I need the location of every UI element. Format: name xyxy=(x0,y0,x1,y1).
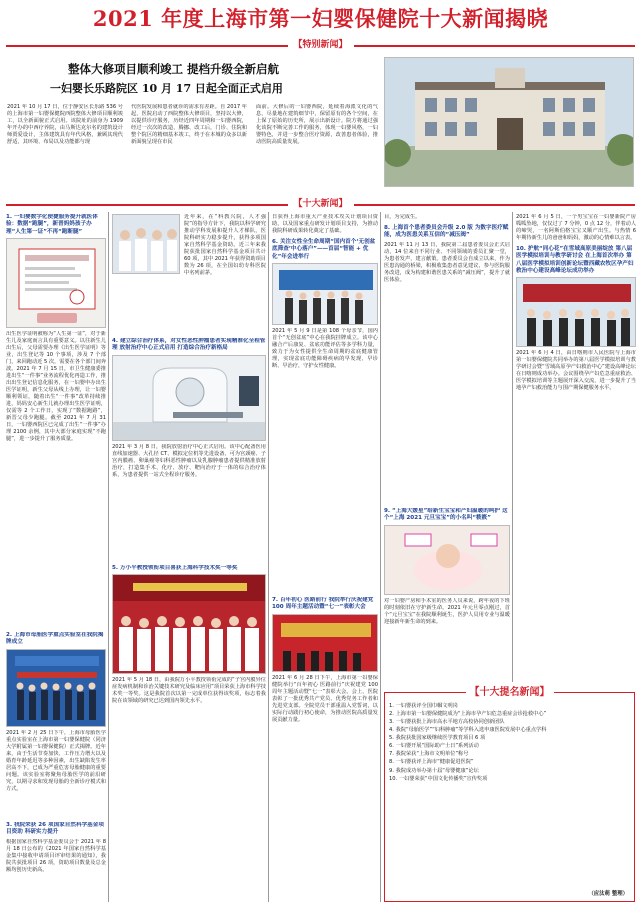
news-7-title: 7. 百年初心 医路前行 我院举行庆祝建党 100 周年主题活动暨“七一”表彰大会 xyxy=(272,597,374,611)
nomination-item: 2. 上海市第一妇婴保健院成为“上海市孕产妇危急重症会诊抢救中心” xyxy=(389,711,547,718)
nominations-list xyxy=(389,702,630,783)
page-title: 2021 年度上海市第一妇婴保健院十大新闻揭晓 xyxy=(92,6,549,31)
research-team-photo xyxy=(112,214,180,274)
nomination-item: 7. 我院荣获“上海市文明单位”称号 xyxy=(389,751,469,758)
lab-unveiling-illustration xyxy=(7,650,106,727)
news-10 xyxy=(516,214,636,682)
news-10-intro: 2021 年 6 月 5 日，一个男宝宝在一妇婴新院产房呱呱坠地，仅仅过了 7 分钟，0 点 12 分，伴着动人的啼哭，一名阿斯伯格宝宝又顺产出生。与热情 6 年期待新生儿的爸爸和妈妈，激动的心情难以言表。 xyxy=(516,214,636,242)
news-5-body: 2021 年 5 月 18 日，由我院万小平教授领衔完成的“子宫内膜异位症发病机制和诊治关键技术研究及临床应用”项目荣获上海市科学技术奖一等奖。这是我院首次以第一完成单位获得该奖项，标志着我院在该领域的研究已达到国内领先水平。 xyxy=(112,677,266,705)
award-photo xyxy=(112,574,266,674)
news-3-continued xyxy=(112,214,266,334)
pelvic-floor-center-photo xyxy=(272,263,378,325)
award-ceremony-illustration xyxy=(113,575,266,674)
special-col-3: 面前。大修后的一妇婴西院，延续着海派文化的气息，尽量地在建筑细节中，保留原有的各个空间，在上保了原始的历史所，展示出新设计。院方将通过强化该院不断完善工作的服务，体现一妇婴风格，一妇婴特色，并进一步整合医疗资源，改善患者体验，推动医院高质量发展。 xyxy=(256,104,378,146)
news-10-body: 2021 年 6 月 4 日，由日喀则市人民医院与上海市第一妇婴保健院共同举办的第八届医学模拟培训与教学研讨会暨“雪域高原孕产妇救治中心”建设高峰论坛在日喀则成功举办。会议围绕孕产妇危急重症救治、医学模拟培训等主题展开深入交流，进一步提升了当地孕产妇救治能力与围产期保健服务水平。 xyxy=(516,350,636,392)
column-divider xyxy=(108,212,109,902)
news-2-title: 2. 上海市母胎医学重点实验室在我院揭牌成立 xyxy=(6,632,104,646)
special-col-2: 代医院发展和患者就诊的需求有差距。自 2017 年起，医院启动了西院整体大修项目，坚持以大修，以提供诊疗服务，历经近四年周期和一妇婴西院，经过一次次的改造，腾挪、改工后，门诊、住院和整个院区的精细基本竣工，终于在本城的众多以新新面貌呈现在市民 xyxy=(131,104,247,146)
news-6-title: 6. 关注女性全生命周期“国内首个‘无创盆底筛查’中心落户”——首届“智能 + 优化”年会进举行 xyxy=(272,239,376,260)
news-10-title: 10. 护航“同心花”在雪域高原美丽绽放 第八届医学模拟培训与教学研讨会 在上海首次举办 第八届医学模拟培训创新论坛暨西藏农牧区孕产妇救治中心建设高峰论坛成功举办 xyxy=(516,246,634,274)
news-9 xyxy=(384,508,510,682)
ten-news-ribbon xyxy=(6,198,635,211)
special-headline-1: 整体大修项目顺利竣工 提档升级全新启航 xyxy=(68,62,280,76)
news-1-title: 1. 一妇婴数字化便捷服务提升就医体验：数据“跑腿”，新晋妈妈孩子办理“人生第一证”不再“跑断腿” xyxy=(6,214,98,235)
news-3-body: 根据国家自然科学基金委员会于 2021 年 8 月 18 日公布的《2021 年国家自然科学基金集中接收申请项目评审结果的通知》，我院共获批项目 26 项，资助项目数量及总金额均创历史新高。 xyxy=(6,838,106,873)
nomination-item: 6. 一妇婴开展“国际助产士日”系列活动 xyxy=(389,743,479,750)
party-anniversary-illustration xyxy=(273,615,378,672)
nomination-item: 1. 一妇婴获评全国巾帼文明岗 xyxy=(389,703,458,709)
nomination-item: 8. 一妇婴获评上海市“健康促进医院” xyxy=(389,759,474,766)
news-8-body: 2021 年 11 月 13 日，我院第二届患者委员会正式启动，14 位来自不同行业、不同领域的委员汇聚一堂，为患者发声，建言献策。患者委员会自成立以来，作为医患沟通的桥梁，积极收集患者意见建议，参与医院服务改进，成为构建和谐医患关系的“减压阀”，提升了就医体验。 xyxy=(384,241,510,283)
news-5 xyxy=(112,565,266,902)
news-3 xyxy=(6,822,106,902)
new-year-baby-photo xyxy=(384,525,510,595)
news-2-body: 2021 年 2 月 25 日下午，上海市母胎医学重点实验室在上海市第一妇婴保健院（同济大学附属第一妇婴保健院）正式揭牌。近年来，由于生活节奏加快、工作压力增大以及婚育年龄延迟等多种因素，出生缺陷发生率居高不下，已成为严重危害母胎健康的重要问题。该实验室将聚焦母胎医学的前沿研究，以期寻求和发现母胎的全新诊疗模式和方式。 xyxy=(6,729,106,792)
news-8 xyxy=(384,214,510,506)
news-7 xyxy=(272,597,378,902)
nominations-box xyxy=(384,687,635,902)
special-col-1: 2021 年 10 月 17 日，位于静安区长乐路 536 号的上海市第一妇婴保健院西院整体大修项目顺利竣工，以全新面貌正式启用。该院址的前身为 1909 年开办的中西疗养院，由马斯达克尔名的建筑设计师贾爱设计，主体建筑具有年代风格，兼顾其现代舒适，其环境、布局以及功能都与现 xyxy=(7,104,123,146)
special-headline-2: 一妇婴长乐路院区 10 月 17 日起全面正式启用 xyxy=(50,82,283,95)
news-5-title: 5. 万小平教授领衔项目喜获上海科学技术奖一等奖 xyxy=(112,565,238,571)
plateau-forum-photo xyxy=(516,277,636,347)
birth-certificate-illustration xyxy=(7,239,106,328)
party-event-photo xyxy=(272,614,378,672)
hospital-building-photo xyxy=(384,57,634,187)
news-6-intro: 日获得上海市重大产业技术攻关计划项目资助，以及国家重点研发计划项目支持，为推动我院科研成果转化奠定了基础。 xyxy=(272,214,378,235)
nomination-item: 4. 我院“母胎医学”“妇科肿瘤”等学科入选申康医院发展中心重点学科 xyxy=(389,727,547,734)
research-team-illustration xyxy=(113,215,180,274)
news-4-intro: 近年来，在“科教兴院，人才强院”的指导方针下，我院以科学研究推动学科发展和提升人才梯队，医院科研实力稳步提升，获得多项国家自然科学基金资助。近三年来我院获批国家自然科学基金项目共计 60 项，其中 2021 年获得资助项目数为 26 项，在全国妇幼专科医院中名列前茅。 xyxy=(184,214,266,277)
nomination-item: 10. 一妇婴荣获“中国文化传播奖”宣传奖项 xyxy=(389,775,488,782)
news-7-body: 2021 年 6 月 28 日下午，上海市第一妇婴保健院举行“百年初心 医路前行”庆祝建党 100 周年主题活动暨“七一”表彰大会。会上，医院表彰了一批优秀共产党员、优秀党务工作者和先进党支部。全院党员干部重温入党誓词，以实际行动践行初心使命，为推动医院高质量发展贡献力量。 xyxy=(272,674,378,723)
news-9-title: 9. “上海大媛星”给新生宝宝和产妇温暖的呵护 这个“上海 2021 元旦宝宝”的小名叫“筱筱” xyxy=(384,508,508,522)
nomination-item: 9. 我院成功举办第十届“母婴健康”论坛 xyxy=(389,767,479,774)
building-illustration xyxy=(385,58,634,187)
news-8-title: 8. 上海首个患者委员会升级 2.0 版 为数字医疗赋能，成为医患关系互信的“减压阀” xyxy=(384,225,509,239)
special-news-label: 【特别新闻】 xyxy=(287,39,353,51)
news-4-body: 2021 年 3 月 8 日，我院放射治疗中心正式启用。该中心配备医用直线加速器、大孔径 CT、模拟定位机等先进设备，可为宫颈癌、子宫内膜癌、卵巢癌等妇科恶性肿瘤以及乳腺肿瘤患者提供精准放射治疗，打造集手术、化疗、放疗、靶向治疗于一体的综合治疗体系，为患者提供一站式全程诊疗服务。 xyxy=(112,443,266,478)
news-1-photo xyxy=(6,238,106,328)
newborn-illustration xyxy=(385,526,510,595)
column-divider xyxy=(268,212,269,902)
news-8-intro: 目，为完成生。 xyxy=(384,214,421,220)
news-2 xyxy=(6,632,106,816)
center-opening-illustration xyxy=(273,264,378,325)
special-news-ribbon xyxy=(6,39,635,52)
news-4 xyxy=(112,338,266,560)
column-divider xyxy=(380,212,381,902)
forum-illustration xyxy=(517,278,636,347)
news-2-photo xyxy=(6,649,106,727)
news-9-body: 对一妇婴产房和手术室的医务人员来说，跨年夜的下班的时刻依旧在守护新生命。2021 年元旦零点刚过，首个“元旦宝宝”在我院顺利诞生，医护人员用专业与温暖迎接新年新生命的到来。 xyxy=(384,597,510,625)
radiotherapy-photo xyxy=(112,355,266,441)
news-1 xyxy=(6,214,106,446)
nominations-label: 【十大提名新闻】 xyxy=(466,686,554,700)
nominations-byline: （应汰萌 整理） xyxy=(588,890,628,897)
ten-news-label: 【十大新闻】 xyxy=(287,198,353,210)
nomination-item: 5. 我院获批国家级继续医学教育项目 6 项 xyxy=(389,735,486,742)
news-4-title: 4. 建立综合治疗体系，对女性恶性肿瘤患者实现精准化全程管理 放射治疗中心正式启用 打造综合治疗新格局 xyxy=(112,338,266,352)
news-1-body: 出生医学证明被称为“人生第一证”，对于新生儿及家庭而言具有重要意义。以往新生儿出生后，父母需要办理《出生医学证明》等业，出生登记等 10 个事项，涉及 7 个部门，来回跑动近 5 次，需要在各个部门间奔波。2021 年 7 月 15 日，市卫生健康委推进出生“一件事”业务流程优化再造工作，推出出生登记信息化服务，在一妇婴申办出生医学证明，新生父母从线上办理，让一妇婴顺利领证，随着出生“一件事”改革持续推进，妈妈安心新生儿就办理出生医学证明，仅需等 2 个工作日，实现了“数据跑路”，新晋父母少跑腿。截至 2021 年 7 月 31 日，一妇婴西院区已完成了出生“一件事”办理 2100 余例，其中大部分家庭实现“不跑腿”，进一步提升了服务质量。 xyxy=(6,330,106,443)
nomination-item: 3. 一妇婴获批上海市高水平地方高校协同创新团队 xyxy=(389,719,505,726)
news-3-title: 3. 我院荣获 26 项国家自然科学基金项目资助 科研实力提升 xyxy=(6,822,104,836)
news-6-body: 2021 年 5 月 9 日是第 108 个母亲节，国内首个“无创盆底”中心在我院挂牌成立。该中心融合产后康复、盆底功能评估等多学科力量，致力于为女性提供全生命周期的盆底健康管理，实现盆底功能障碍疾病的早发现、早诊断、早治疗，守护女性健康。 xyxy=(272,327,378,369)
news-6 xyxy=(272,214,378,594)
column-divider xyxy=(512,212,513,682)
linear-accelerator-illustration xyxy=(113,356,266,441)
